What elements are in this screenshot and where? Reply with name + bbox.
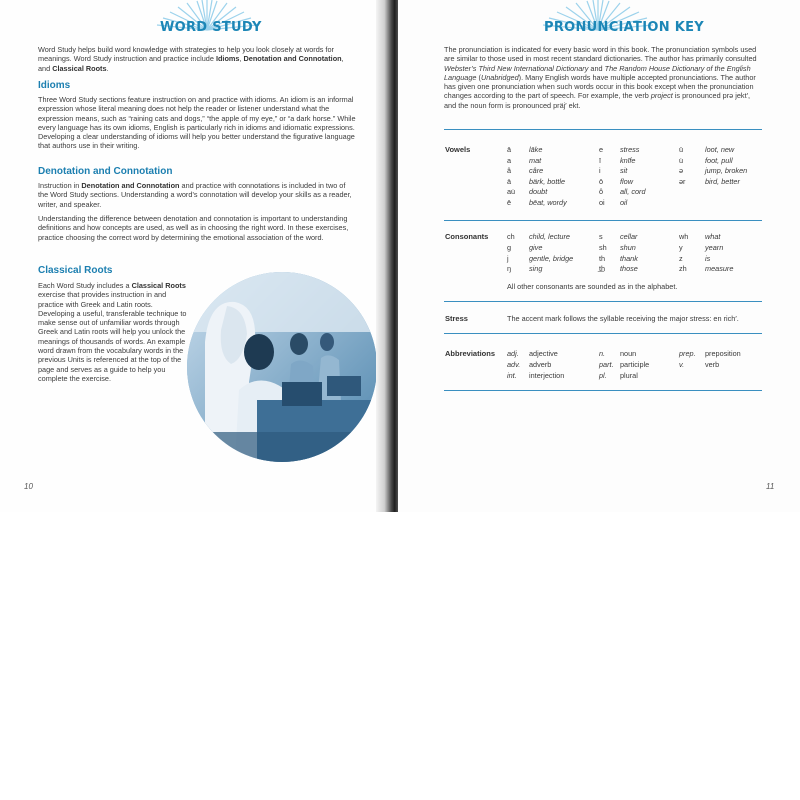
vowels-cell: au̇ [507, 187, 516, 196]
divider [444, 129, 762, 130]
page-title: WORD STUDY [160, 20, 262, 35]
page-number-left: 10 [24, 482, 33, 491]
divider [444, 333, 762, 334]
consonants-cell: yearn [705, 242, 724, 252]
pronunciation-intro [444, 45, 762, 110]
text-run: Word Study helps build word knowledge with strategies to help you look closely at words for meanings. Word Study instruction and practice include [38, 45, 334, 64]
vowels-cell: all, cord [620, 187, 646, 196]
vowels-cell: jump, broken [705, 166, 748, 175]
consonants-cell: child, lecture [529, 232, 570, 241]
consonants-cell: what [705, 232, 721, 241]
text-run: Classical Roots [131, 281, 186, 290]
consonants-cell: give [529, 242, 543, 252]
vowels-cell: ä [507, 176, 512, 186]
consonants-cell: t͟h [599, 264, 606, 274]
consonants-cell: z [679, 253, 683, 263]
idioms-paragraph: Three Word Study sections feature instruction on and practice with idioms. An idiom is an informal expression whose literal meaning does not help the reader or listener understand what the expression means, such as “raining cats and dogs,” “the apple of my eye,” or “a dark horse.” While every language has its own idioms, English is particularly rich in idioms and idiomatic expressions. Developing a clear understanding of idioms will help you better understand the figurative language that authors use in their writing. [38, 95, 356, 151]
students-photo [187, 272, 377, 462]
divider [444, 220, 762, 221]
abbrev-cell: verb [705, 359, 720, 369]
vowels-cell: stress [620, 145, 640, 154]
intro-paragraph [38, 45, 354, 73]
text-run: and practice with connotations is included in two of the Word Study sections. Understanding a word’s connotation will develop your skills as a reader, writer, and speaker. [38, 181, 352, 209]
vowels-label: Vowels [445, 145, 471, 154]
left-page [0, 0, 388, 512]
vowels-cell: ô [599, 187, 604, 196]
text-run: is pronounced prə jekt′, and the noun form is pronounced präj′ ekt. [444, 91, 751, 110]
abbrev-cell: prep. [679, 349, 696, 358]
consonants-cell: zh [679, 264, 687, 274]
abbreviations-label: Abbreviations [445, 349, 496, 358]
abbrev-cell: n. [599, 349, 606, 358]
abbrev-cell: part. [599, 359, 614, 369]
abbrev-cell: v. [679, 359, 685, 369]
text-run: ( [476, 72, 481, 82]
text-run: project [650, 91, 673, 101]
abbrev-cell: int. [507, 370, 517, 380]
text-run: exercise that provides instruction in and practice with Greek and Latin roots. Developing a useful, transferable technique to make sense out of unfamiliar words through Greek and Latin roots will help you unlock the meanings of thousands of words. An example word drawn from the vocabulary words in the previous Units is referenced at the top of the page and serves as a guide to help you complete the exercise. [38, 290, 187, 383]
consonants-cell: measure [705, 264, 734, 274]
consonants-cell: s [599, 232, 603, 241]
abbrev-cell: pl. [599, 370, 607, 380]
text-run: Idioms [215, 54, 240, 64]
vowels-cell: ü [679, 145, 684, 154]
vowels-cell: oil [620, 197, 628, 207]
text-run: Webster’s Third New International Dictionary [444, 63, 589, 73]
consonants-cell: y [679, 242, 683, 252]
abbrev-cell: adj. [507, 349, 519, 358]
abbrev-cell: adverb [529, 359, 552, 369]
abbrev-cell: noun [620, 349, 637, 358]
vowels-cell: oi [599, 197, 605, 207]
text-run: Denotation and Connotation [243, 54, 342, 64]
consonants-cell: g [507, 242, 512, 252]
consonants-cell: ch [507, 232, 515, 241]
abbrev-cell: adv. [507, 359, 521, 369]
vowels-cell: loot, new [705, 145, 735, 154]
abbrev-cell: plural [620, 370, 638, 380]
vowels-cell: ər [679, 176, 686, 186]
stress-label: Stress [445, 314, 468, 323]
consonants-cell: j [507, 253, 509, 263]
text-run: Denotation and Connotation [81, 181, 180, 190]
vowels-cell: bēat, wordy [529, 197, 567, 207]
divider [444, 301, 762, 302]
consonants-cell: wh [679, 232, 689, 241]
vowels-cell: bird, better [705, 176, 740, 186]
vowels-cell: u̇ [679, 155, 684, 165]
abbrev-cell: participle [620, 359, 650, 369]
text-run: Classical Roots [52, 63, 107, 73]
vowels-cell: â [507, 166, 512, 175]
text-run: , and [38, 54, 344, 73]
vowels-cell: ē [507, 197, 512, 207]
consonants-cell: sh [599, 242, 607, 252]
consonants-label: Consonants [445, 232, 489, 241]
denotation-paragraph-1 [38, 181, 356, 209]
consonants-cell: shun [620, 242, 636, 252]
vowels-cell: a [507, 155, 512, 165]
vowels-cell: ā [507, 145, 512, 154]
vowels-cell: e [599, 145, 604, 154]
vowels-cell: doubt [529, 187, 548, 196]
text-run: Each Word Study includes a [38, 281, 132, 290]
vowels-cell: foot, pull [705, 155, 733, 165]
page-number-right: 11 [766, 482, 775, 491]
consonants-cell: gentle, bridge [529, 253, 574, 263]
text-run: Unabridged [480, 72, 519, 82]
text-run: . [106, 63, 109, 73]
students-illustration [187, 272, 377, 462]
vowels-cell: flow [620, 176, 633, 186]
abbrev-cell: interjection [529, 370, 565, 380]
vowels-cell: knīfe [620, 155, 636, 165]
vowels-cell: mat [529, 155, 542, 165]
consonants-cell: th [599, 253, 606, 263]
classical-roots-heading: Classical Roots [38, 265, 113, 276]
vowels-cell: bärk, bottle [529, 176, 566, 186]
divider [444, 390, 762, 391]
text-run: Instruction in [38, 181, 82, 190]
vowels-cell: ə [679, 166, 684, 175]
page-title: PRONUNCIATION KEY [544, 20, 704, 35]
vowels-cell: ō [599, 176, 604, 186]
vowels-cell: lāke [529, 145, 543, 154]
consonants-cell: ŋ [507, 264, 512, 274]
vowels-cell: i [599, 166, 601, 175]
consonants-cell: sing [529, 264, 543, 274]
denotation-paragraph-2: Understanding the difference between denotation and connotation is important to understanding definitions and how concepts are used, as well as in choosing the right word. In these exercises, practice choosing the correct word by determining the emotional association of the word. [38, 214, 349, 242]
abbrev-cell: preposition [705, 349, 741, 358]
classical-roots-paragraph [38, 281, 190, 383]
vowels-cell: ī [599, 155, 602, 165]
consonants-cell: those [620, 264, 638, 274]
consonants-cell: thank [620, 253, 638, 263]
abbrev-cell: adjective [529, 349, 558, 358]
consonants-cell: cellar [620, 232, 638, 241]
denotation-heading: Denotation and Connotation [38, 166, 173, 177]
stress-text: The accent mark follows the syllable receiving the major stress: en rich′. [507, 314, 739, 323]
consonants-note: All other consonants are sounded as in the alphabet. [507, 282, 678, 291]
vowels-cell: câre [529, 166, 544, 175]
text-run: , [239, 54, 244, 64]
right-page [398, 0, 800, 512]
text-run: The pronunciation is indicated for every basic word in this book. The pronunciation symbols used are similar to those used in most recent standard dictionaries. The author has primarily consulted [444, 45, 757, 64]
text-run: and [588, 63, 605, 73]
idioms-heading: Idioms [38, 80, 71, 91]
text-run: The Random House Dictionary of the English Language [444, 63, 751, 82]
consonants-cell: is [705, 253, 711, 263]
text-run: ). Many English words have multiple accepted pronunciations. The author has given one pronunciation when such words occur in this book except when the pronunciation changes according to the part of speech. For example, the verb [444, 72, 756, 101]
vowels-cell: sit [620, 166, 628, 175]
